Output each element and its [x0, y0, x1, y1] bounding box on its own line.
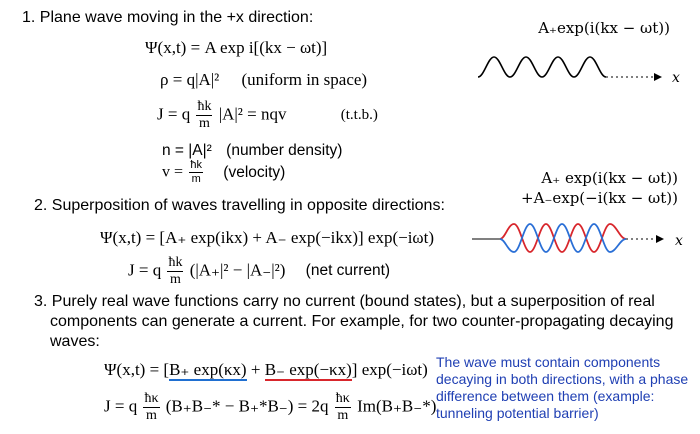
net-current-fraction: [167, 256, 183, 287]
v-fraction: [189, 160, 203, 185]
frac-num: ħk: [168, 255, 183, 270]
hbar-k-over-m-fraction: [196, 100, 212, 131]
rho-eq: ρ = q|A|²: [160, 70, 220, 89]
plane-wave-label: A₊exp(i(kx − ωt)): [538, 19, 670, 37]
psi-lhs: Ψ(x,t) =: [145, 38, 205, 57]
velocity-equation: [162, 160, 285, 185]
superposition-wave-diagram: [470, 218, 690, 260]
section-3-line-1: 3. Purely real wave functions carry no current (bound states), but a superposition of real: [34, 293, 655, 310]
frac-den: m: [337, 408, 349, 423]
frac-num: ħk: [190, 159, 202, 171]
phase-difference-note: The wave must contain components decaying in both directions, with a phase difference between them (example: tunneling potential barrier): [436, 354, 689, 421]
hbar-kappa-fraction-2: [335, 392, 351, 423]
frac-den: m: [146, 408, 157, 423]
v-lhs: v =: [162, 163, 184, 181]
number-density-equation: [162, 142, 342, 160]
x-axis-label-1: x: [672, 70, 680, 86]
frac-den: m: [170, 272, 181, 287]
psi-plane-wave-equation: [145, 38, 327, 58]
psi-decaying-equation: [104, 360, 428, 380]
j-rhs: Im(B₊B₋*): [357, 396, 437, 416]
frac-den: m: [191, 173, 201, 185]
j-note: (t.t.b.): [340, 107, 378, 124]
frac-num: ħκ: [144, 391, 159, 406]
psi-rhs: A exp i[(kx − ωt)]: [204, 38, 328, 57]
superposition-label-1: A₊ exp(i(kx − ωt)): [541, 169, 678, 187]
plane-wave-curve: [478, 57, 606, 77]
rho-note: (uniform in space): [241, 70, 368, 89]
frac-num: ħκ: [335, 391, 350, 406]
j-rhs: |A|² = nqv: [218, 104, 287, 124]
psi-decaying-term: B₋ exp(−κx): [264, 360, 352, 379]
psi-rhs: ] exp(−iωt): [351, 360, 428, 379]
superposition-labels: [521, 168, 678, 208]
j-lhs: J = q: [104, 396, 138, 416]
section-3-line-3: waves:: [50, 333, 100, 350]
section-1-heading: 1. Plane wave moving in the +x direction:: [22, 9, 314, 26]
frac-num: ħk: [197, 99, 212, 114]
v-note: (velocity): [223, 163, 286, 181]
psi-plus: +: [246, 360, 265, 379]
current-equation-1: [157, 100, 378, 131]
j-rhs: (|A₊|² − |A₋|²): [189, 260, 286, 280]
section-2-heading: 2. Superposition of waves travelling in opposite directions:: [34, 197, 445, 214]
net-current-equation: [128, 256, 390, 287]
x-axis-arrow-2: [656, 235, 664, 243]
plane-wave-diagram: [470, 45, 690, 95]
n-eq: n = |A|²: [162, 142, 212, 159]
psi-lhs: Ψ(x,t) = [: [104, 360, 170, 379]
frac-den: m: [199, 116, 210, 131]
x-axis-arrow-1: [654, 73, 662, 81]
j-note: (net current): [305, 262, 391, 280]
section-3-heading: [34, 292, 673, 352]
psi-superposition-equation: Ψ(x,t) = [A₊ exp(ikx) + A₋ exp(−ikx)] exp(−iωt): [100, 228, 435, 247]
psi-growing-term: B₊ exp(κx): [169, 360, 247, 379]
j-lhs: J = q: [157, 104, 191, 124]
j-mid: (B₊B₋* − B₊*B₋) = 2q: [165, 396, 329, 416]
hbar-kappa-fraction-1: [143, 392, 159, 423]
j-lhs: J = q: [128, 260, 162, 280]
x-axis-label-2: x: [675, 233, 683, 249]
superposition-label-2: +A₋exp(−i(kx − ωt)): [521, 189, 678, 207]
rho-equation: [160, 70, 367, 90]
decaying-current-equation: [104, 392, 436, 423]
n-note: (number density): [226, 142, 343, 159]
section-3-line-2: components can generate a current. For example, for two counter-propagating decaying: [50, 313, 674, 330]
